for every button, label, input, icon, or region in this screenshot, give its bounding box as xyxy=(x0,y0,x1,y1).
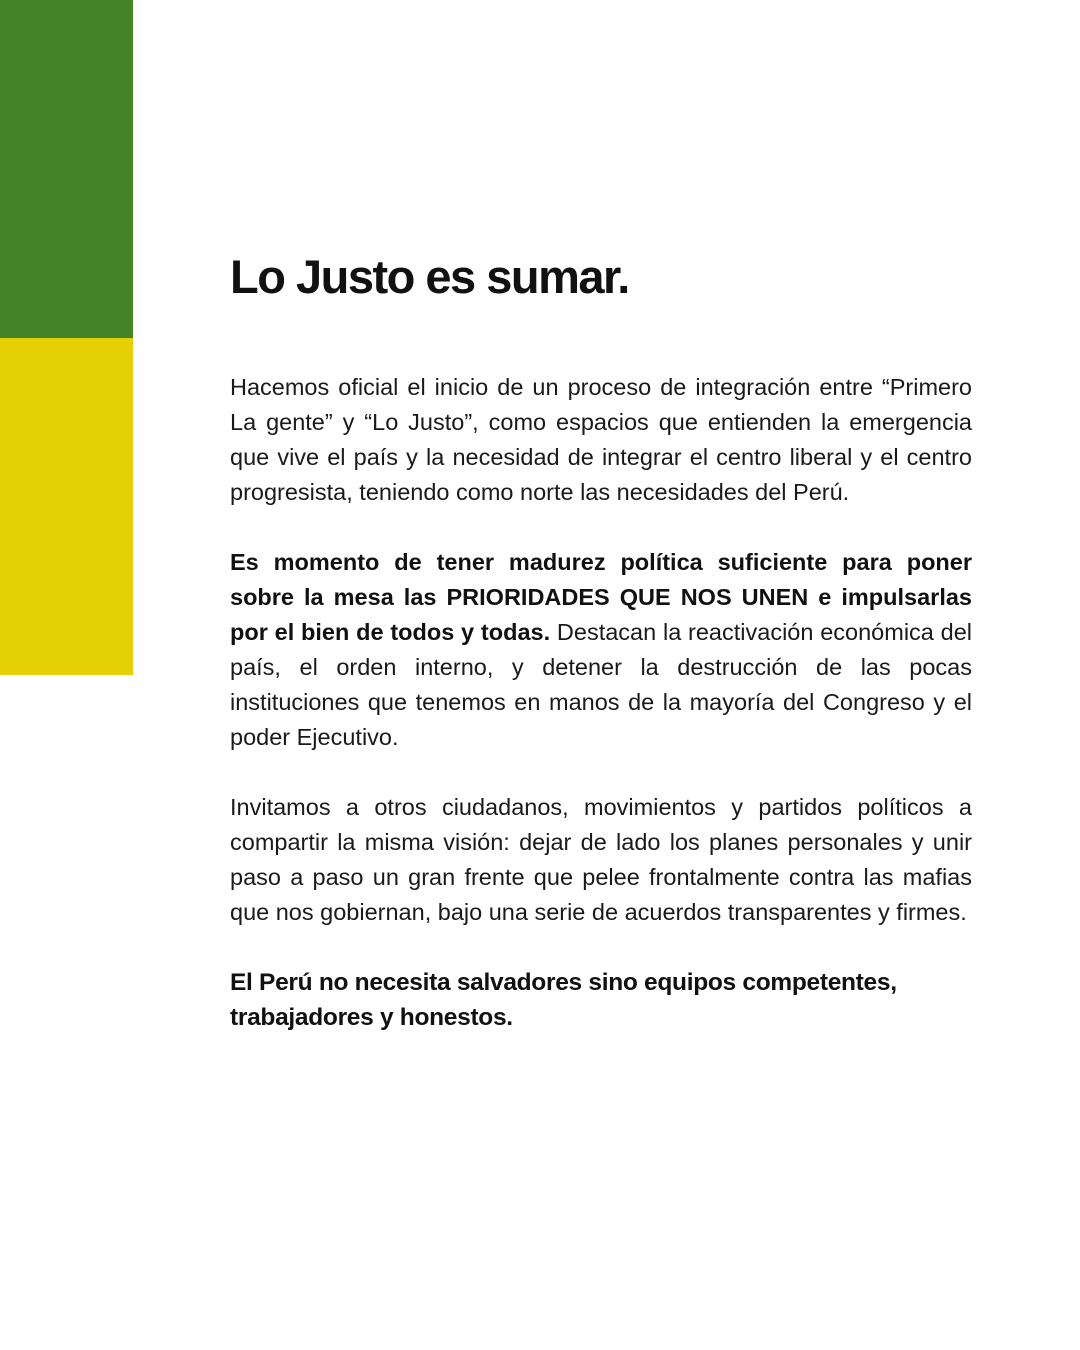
priorities-detail: Destacan la reactivación económica del país, el orden interno, y detener la destrucción de las pocas instituciones que tenemos en manos de la mayoría del Congreso y el poder Ejecutivo. xyxy=(230,619,973,750)
closing-statement: El Perú no necesita salvadores sino equipos competentes, trabajadores y honestos. xyxy=(230,969,897,1031)
green-accent-bar xyxy=(0,0,133,338)
priorities-emphasis: Es momento de tener madurez política suficiente para poner sobre la mesa las PRIORIDADES QUE NOS UNEN e impulsarlas por el bien de todos y todas. xyxy=(230,549,972,645)
statement-content xyxy=(230,246,972,1035)
paragraph-invitation: Invitamos a otros ciudadanos, movimientos y partidos políticos a compartir la misma visión: dejar de lado los planes personales y unir paso a paso un gran frente que pelee frontalmente contra las mafias que nos gobiernan, bajo una serie de acuerdos transparentes y firmes. xyxy=(230,794,972,925)
paragraph-priorities xyxy=(230,545,972,755)
page-title: Lo Justo es sumar. xyxy=(230,250,629,303)
yellow-accent-bar xyxy=(0,338,133,675)
paragraph-integration: Hacemos oficial el inicio de un proceso de integración entre “Primero La gente” y “Lo Justo”, como espacios que entienden la emergencia que vive el país y la necesidad de integrar el centro liberal y el centro progresista, teniendo como norte las necesidades del Perú. xyxy=(230,374,972,505)
